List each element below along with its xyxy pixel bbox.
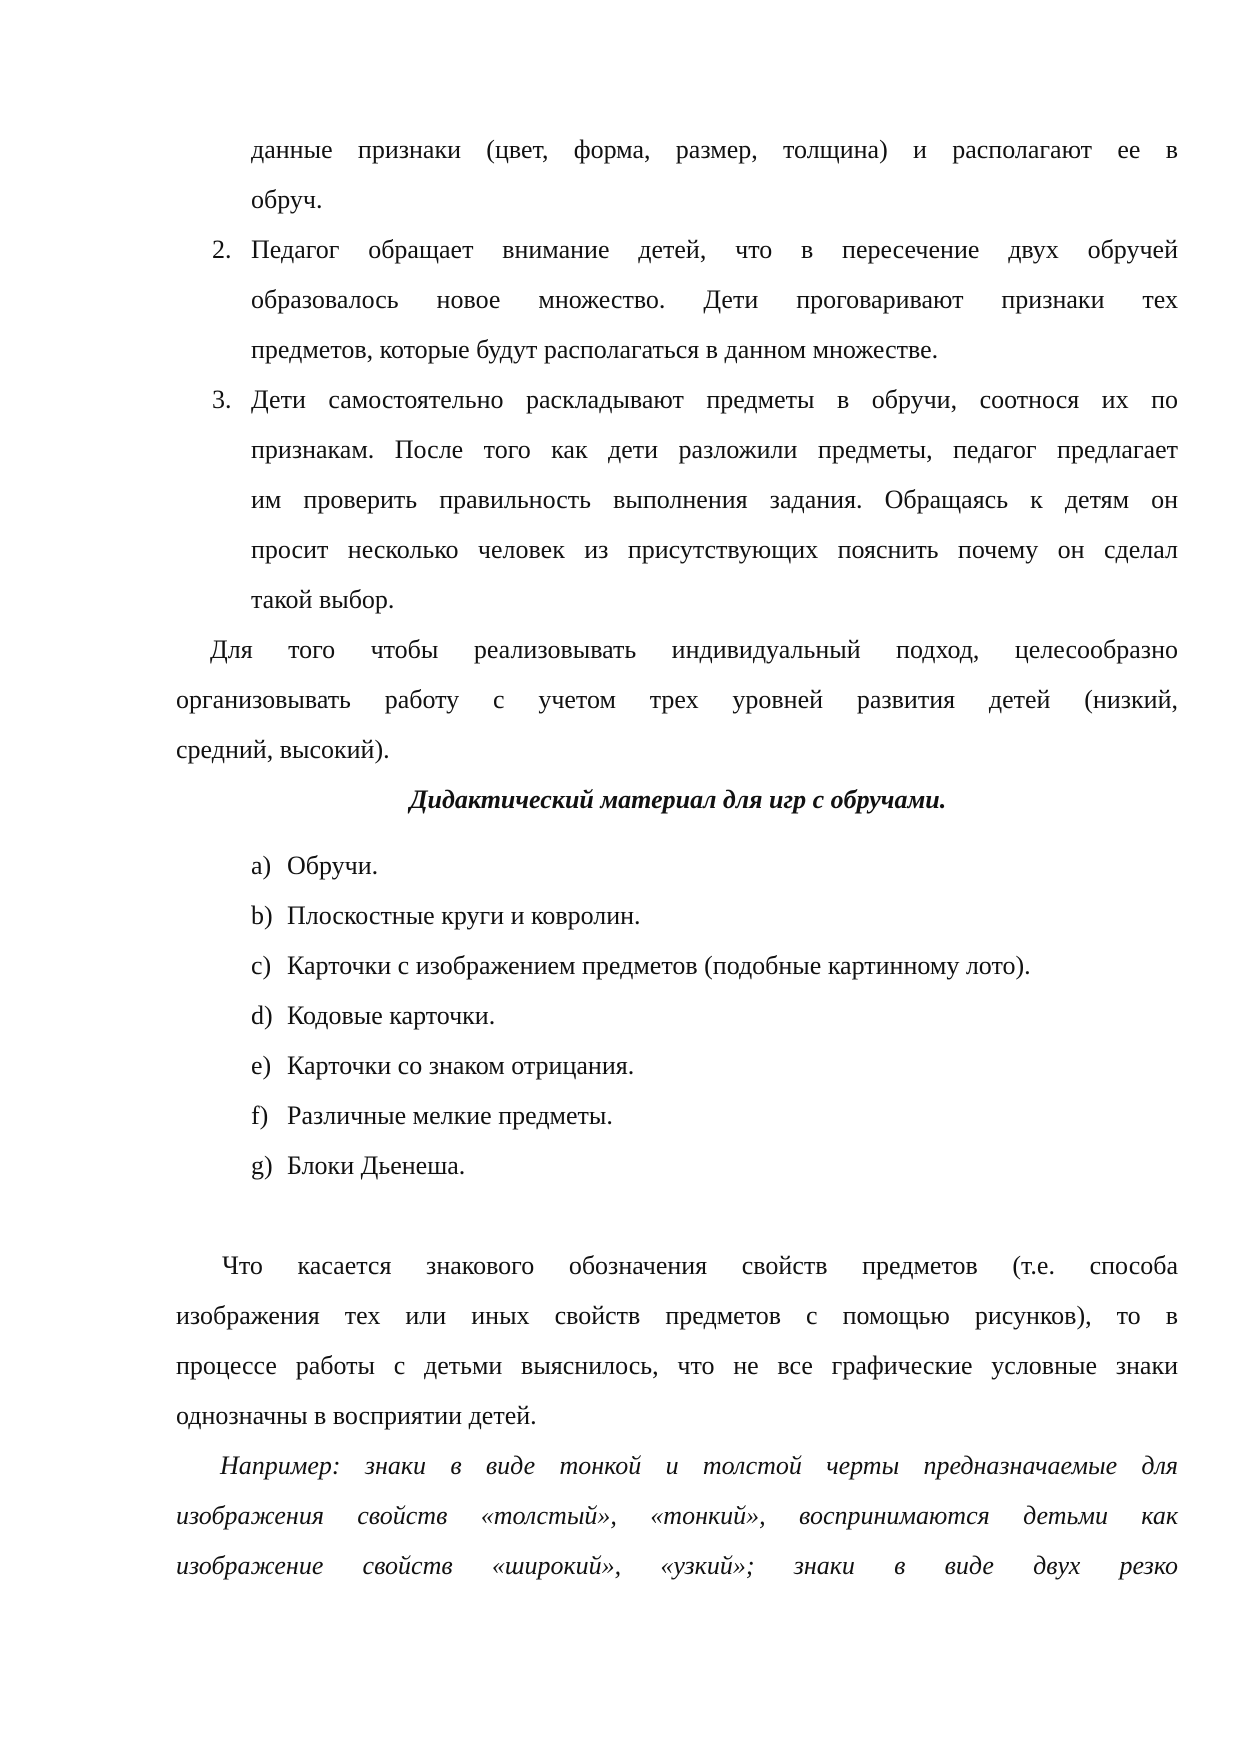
paragraph-line: однозначны в восприятии детей. <box>176 1401 537 1430</box>
paragraph-line: Для того чтобы реализовывать индивидуальный подход, целесообразно <box>210 635 1178 664</box>
paragraph-line: организовывать работу с учетом трех уровней развития детей (низкий, <box>176 685 1178 714</box>
list-item-number: 3. <box>212 385 232 414</box>
material-list-label: c) <box>251 951 272 980</box>
list-item-line: им проверить правильность выполнения задания. Обращаясь к детям он <box>251 485 1178 514</box>
paragraph-line: изображение свойств «широкий», «узкий»; знаки в виде двух резко <box>176 1551 1178 1580</box>
list-item-line: такой выбор. <box>251 585 395 614</box>
material-list-item: Карточки со знаком отрицания. <box>287 1051 635 1080</box>
list-continuation-line: обруч. <box>251 185 323 214</box>
material-list-item: Блоки Дьенеша. <box>287 1151 466 1180</box>
material-list-item: Плоскостные круги и ковролин. <box>287 901 641 930</box>
material-list-item: Кодовые карточки. <box>287 1001 496 1030</box>
material-list-item: Обручи. <box>287 851 379 880</box>
material-list-item: Различные мелкие предметы. <box>287 1101 613 1130</box>
list-item-line: образовалось новое множество. Дети проговаривают признаки тех <box>251 285 1178 314</box>
material-list-label: f) <box>251 1101 269 1130</box>
paragraph-line: процессе работы с детьми выяснилось, что не все графические условные знаки <box>176 1351 1178 1380</box>
list-item-line: Дети самостоятельно раскладывают предметы в обручи, соотнося их по <box>251 385 1178 414</box>
material-list-label: b) <box>251 901 273 930</box>
paragraph-line: изображения тех или иных свойств предметов с помощью рисунков), то в <box>176 1301 1178 1330</box>
paragraph-line: изображения свойств «толстый», «тонкий», воспринимаются детьми как <box>176 1501 1178 1530</box>
material-list-label: g) <box>251 1151 273 1180</box>
list-item-line: Педагог обращает внимание детей, что в пересечение двух обручей <box>251 235 1178 264</box>
list-item-line: предметов, которые будут располагаться в данном множестве. <box>251 335 939 364</box>
material-list-label: d) <box>251 1001 273 1030</box>
paragraph-line: средний, высокий). <box>176 735 390 764</box>
material-list-label: e) <box>251 1051 272 1080</box>
list-item-line: просит несколько человек из присутствующих пояснить почему он сделал <box>251 535 1178 564</box>
material-list-item: Карточки с изображением предметов (подобные картинному лото). <box>287 951 1031 980</box>
list-item-line: признакам. После того как дети разложили предметы, педагог предлагает <box>251 435 1178 464</box>
paragraph-line: Что касается знакового обозначения свойств предметов (т.е. способа <box>222 1251 1178 1280</box>
section-heading: Дидактический материал для игр с обручами. <box>409 785 947 814</box>
paragraph-line: Например: знаки в виде тонкой и толстой черты предназначаемые для <box>220 1451 1178 1480</box>
list-item-number: 2. <box>212 235 232 264</box>
list-continuation-line: данные признаки (цвет, форма, размер, толщина) и располагают ее в <box>251 135 1178 164</box>
material-list-label: a) <box>251 851 272 880</box>
